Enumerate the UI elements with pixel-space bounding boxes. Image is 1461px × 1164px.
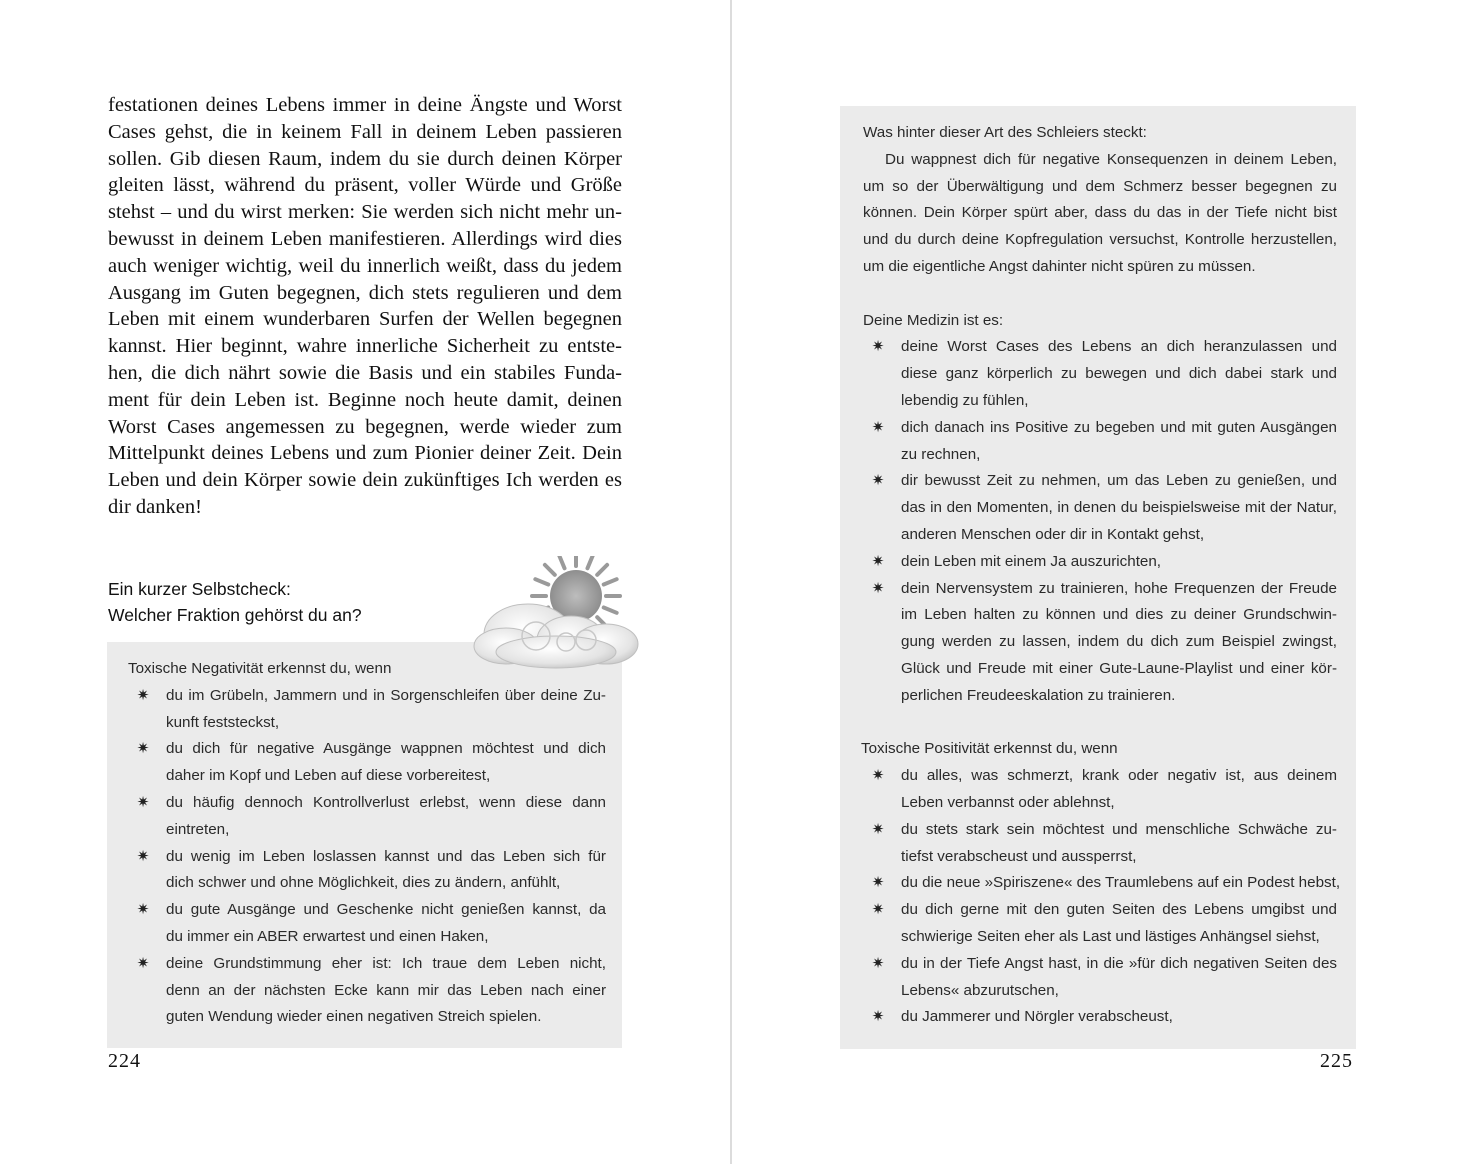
list-item-line: das in den Momenten, in denen du beispielsweise mit der Natur,	[901, 499, 1337, 517]
list-item-line: Lebens« abzurutschen,	[901, 981, 1059, 999]
veil-line: können. Dein Körper spürt aber, dass du das in der Tiefe nicht bist	[863, 204, 1337, 222]
sun-ray	[597, 565, 607, 575]
left-body-text	[108, 92, 622, 521]
positivity-list	[863, 763, 1341, 1031]
sun-ray	[587, 556, 592, 568]
medicine-list	[863, 334, 1337, 709]
body-line: Leben und dein Körper sowie dein zukünftiges Ich werden es	[108, 469, 622, 492]
list-item	[863, 817, 1337, 871]
sun-ray	[559, 556, 564, 568]
list-item-line: du gute Ausgänge und Geschenke nicht genießen kannst, da	[166, 901, 606, 919]
sun-ray	[604, 607, 617, 612]
positivity-heading: Toxische Positivität erkennst du, wenn	[861, 740, 1118, 758]
star-bullet-icon: ✷	[871, 579, 885, 597]
star-bullet-icon: ✷	[136, 847, 150, 865]
negativity-intro: Toxische Negativität erkennst du, wenn	[128, 660, 392, 677]
body-line: dir danken!	[108, 495, 202, 518]
body-line: sollen. Gib diesen Raum, indem du sie durch deinen Körper	[108, 147, 622, 170]
list-item-line: im Leben halten zu können und dies zu deiner Grundschwin-	[901, 606, 1337, 624]
list-item	[863, 415, 1337, 469]
veil-line: um so der Überwältigung und dem Schmerz besser begegnen zu	[863, 177, 1337, 195]
star-bullet-icon: ✷	[871, 820, 885, 838]
star-bullet-icon: ✷	[136, 740, 150, 758]
list-item-line: lebendig zu fühlen,	[901, 391, 1029, 409]
list-item-line: schwierige Seiten eher als Last und lästiges Anhängsel siehst,	[901, 927, 1320, 945]
sun-ray	[545, 565, 555, 575]
list-item-line: du wenig im Leben loslassen kannst und das Leben sich für	[166, 847, 606, 865]
star-bullet-icon: ✷	[871, 874, 885, 892]
explanation-box	[840, 106, 1356, 1049]
list-item-line: du im Grübeln, Jammern und in Sorgenschleifen über deine Zu-	[166, 686, 606, 704]
body-line: Ausgang im Guten begegnen, dich stets regulieren und dem	[108, 281, 622, 304]
star-bullet-icon: ✷	[871, 767, 885, 785]
list-item	[128, 897, 606, 951]
sun-ray	[604, 579, 617, 584]
star-bullet-icon: ✷	[871, 954, 885, 972]
star-bullet-icon: ✷	[136, 793, 150, 811]
list-item-line: du in der Tiefe Angst hast, in die »für dich negativen Seiten des	[901, 954, 1337, 972]
body-line: Leben mit einem wunderbaren Surfen der Wellen begegnen	[108, 308, 622, 331]
list-item-line: kunft feststeckst,	[166, 713, 280, 731]
body-line: stehst – und du wirst merken: Sie werden sich nicht mehr un-	[108, 201, 622, 224]
selfcheck-heading-line1: Ein kurzer Selbstcheck:	[108, 579, 291, 599]
left-page	[0, 0, 730, 1164]
star-bullet-icon: ✷	[871, 338, 885, 356]
list-item	[863, 549, 1337, 576]
star-bullet-icon: ✷	[871, 472, 885, 490]
veil-line: um die eigentliche Angst dahinter nicht spüren zu müssen.	[863, 257, 1256, 275]
star-bullet-icon: ✷	[871, 901, 885, 919]
body-line: gleiten lässt, während du präsent, voller Würde und Größe	[108, 174, 622, 197]
sun-behind-cloud-icon	[466, 556, 646, 672]
list-item-line: guten Wendung wieder einen negativen Streich spielen.	[166, 1008, 542, 1026]
veil-heading: Was hinter dieser Art des Schleiers steckt:	[863, 124, 1147, 141]
body-line: kannst. Hier beginnt, wahre innerliche Sicherheit zu entste-	[108, 335, 622, 358]
sun-ray	[535, 579, 548, 584]
list-item-line: du Jammerer und Nörgler verabscheust,	[901, 1008, 1173, 1026]
list-item	[128, 683, 606, 737]
list-item	[863, 468, 1337, 548]
body-line: auch weniger wichtig, weil du innerlich weißt, dass du jedem	[108, 254, 622, 277]
body-line: hen, die dich nährt sowie die Basis und ein stabiles Funda-	[108, 361, 622, 384]
list-item-line: deine Worst Cases des Lebens an dich heranzulassen und	[901, 338, 1337, 356]
body-line: bewusst in deinem Leben manifestieren. Allerdings wird dies	[108, 227, 622, 250]
list-item-line: du häufig dennoch Kontrollverlust erlebst, wenn diese dann	[166, 793, 606, 811]
list-item	[863, 897, 1337, 951]
list-item-line: zu rechnen,	[901, 445, 981, 463]
list-item-line: denn an der nächsten Ecke kann mir das Leben nach einer	[166, 981, 606, 999]
page-number-right: 225	[1320, 1050, 1353, 1072]
negativity-box	[107, 642, 622, 1048]
list-item	[863, 763, 1337, 817]
list-item	[863, 870, 1341, 897]
list-item-line: diese ganz körperlich zu bewegen und dich dabei stark und	[901, 365, 1337, 383]
selfcheck-heading	[108, 576, 468, 628]
list-item-line: dich danach ins Positive zu begeben und mit guten Ausgängen	[901, 418, 1337, 436]
body-line: Mittelpunkt deines Lebens und zum Pionier deiner Zeit. Dein	[108, 442, 622, 465]
list-item-line: dich schwer und ohne Möglichkeit, dies zu ändern, anfühlt,	[166, 874, 561, 892]
list-item	[128, 844, 606, 898]
list-item-line: daher im Kopf und Leben auf diese vorbereitest,	[166, 767, 491, 785]
list-item-line: dir bewusst Zeit zu nehmen, um das Leben zu genießen, und	[901, 472, 1337, 490]
list-item-line: gung werden zu lassen, indem du dich zum Beispiel zwingst,	[901, 633, 1337, 651]
list-item-line: du dich für negative Ausgänge wappnen möchtest und dich	[166, 740, 606, 758]
list-item-line: deine Grundstimmung eher ist: Ich traue dem Leben nicht,	[166, 954, 606, 972]
page-number-left: 224	[108, 1050, 141, 1072]
list-item-line: du stets stark sein möchtest und menschliche Schwäche zu-	[901, 820, 1337, 838]
list-item-line: anderen Menschen oder dir in Kontakt gehst,	[901, 525, 1205, 543]
star-bullet-icon: ✷	[871, 1008, 885, 1026]
list-item	[863, 576, 1337, 710]
star-bullet-icon: ✷	[871, 552, 885, 570]
list-item	[863, 951, 1337, 1005]
body-line: ment für dein Leben ist. Beginne noch heute damit, deinen	[108, 388, 622, 411]
body-line: Cases gehst, die in keinem Fall in deinem Leben passieren	[108, 120, 622, 143]
veil-paragraph	[863, 147, 1337, 281]
list-item-line: du immer ein ABER erwartest und einen Haken,	[166, 927, 489, 945]
list-item-line: tiefst verabscheust und aussperrst,	[901, 847, 1137, 865]
body-line: Worst Cases angemessen zu begegnen, werde wieder zum	[108, 415, 622, 438]
negativity-list	[128, 683, 606, 1031]
list-item	[128, 951, 606, 1031]
list-item	[128, 736, 606, 790]
list-item	[863, 334, 1337, 414]
list-item-line: du alles, was schmerzt, krank oder negativ ist, aus deinem	[901, 767, 1337, 785]
medicine-heading: Deine Medizin ist es:	[863, 311, 1004, 329]
list-item-line: du die neue »Spiriszene« des Traumlebens auf ein Podest hebst,	[901, 874, 1341, 892]
veil-line: und du durch deine Kopfregulation versuchst, Kontrolle herzustellen,	[863, 231, 1337, 249]
list-item	[863, 1004, 1337, 1031]
list-item-line: perlichen Freudeeskalation zu trainieren.	[901, 686, 1176, 704]
star-bullet-icon: ✷	[136, 954, 150, 972]
list-item-line: dein Leben mit einem Ja auszurichten,	[901, 552, 1162, 570]
right-page	[732, 0, 1461, 1164]
veil-line: Du wappnest dich für negative Konsequenzen in deinem Leben,	[885, 150, 1337, 168]
star-bullet-icon: ✷	[871, 418, 885, 436]
body-line: festationen deines Lebens immer in deine Ängste und Worst	[108, 94, 622, 116]
list-item	[128, 790, 606, 844]
selfcheck-heading-line2: Welcher Fraktion gehörst du an?	[108, 605, 362, 625]
star-bullet-icon: ✷	[136, 686, 150, 704]
list-item-line: du dich gerne mit den guten Seiten des Lebens umgibst und	[901, 901, 1337, 919]
list-item-line: Leben verbannst oder ablehnst,	[901, 793, 1115, 811]
list-item-line: eintreten,	[166, 820, 230, 838]
list-item-line: dein Nervensystem zu trainieren, hohe Frequenzen der Freude	[901, 579, 1337, 597]
star-bullet-icon: ✷	[136, 901, 150, 919]
list-item-line: Glück und Freude mit einer Gute-Laune-Playlist und einer kör-	[901, 659, 1337, 677]
